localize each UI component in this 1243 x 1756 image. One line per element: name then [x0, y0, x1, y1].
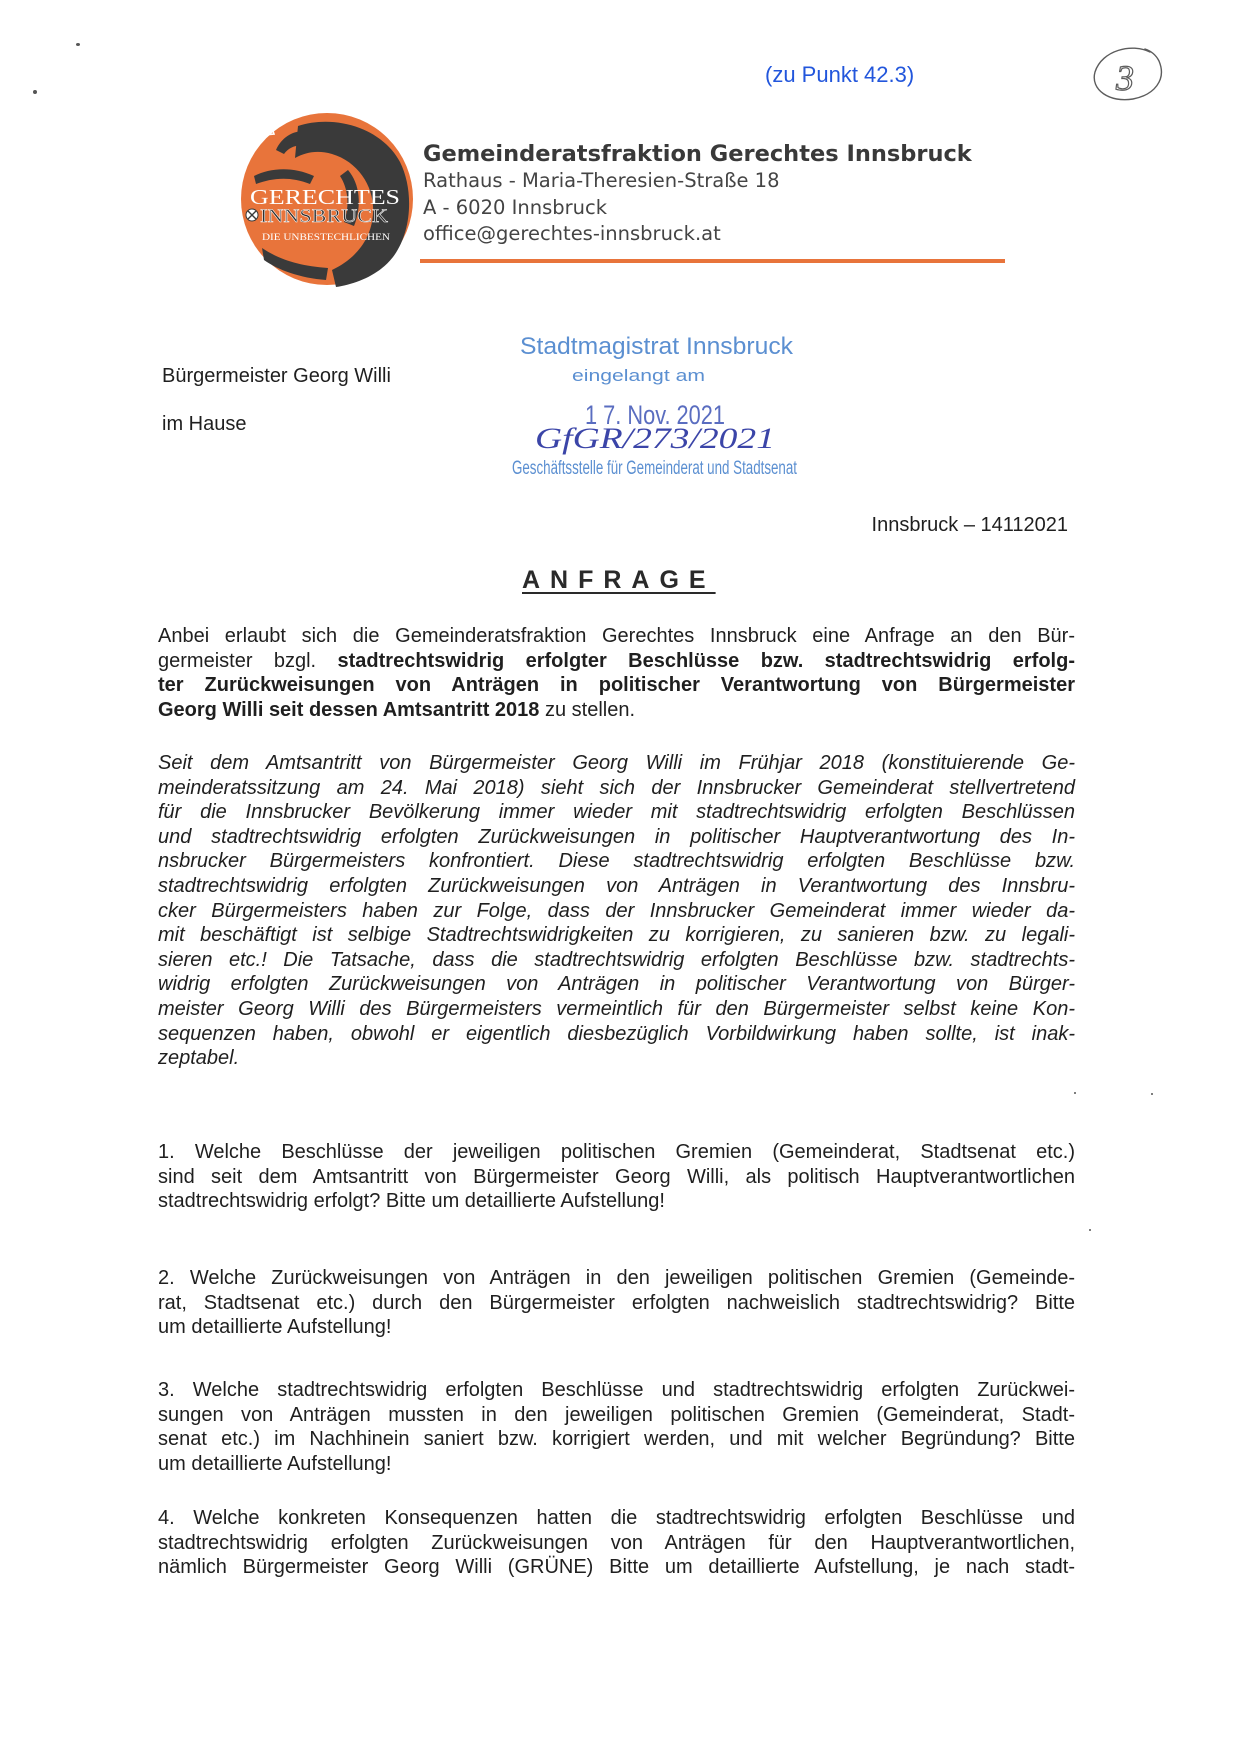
text-line — [158, 948, 1075, 973]
text-line — [158, 1266, 1075, 1291]
stamp-received-label: eingelangt am — [572, 366, 705, 385]
sender-address-block — [423, 141, 972, 248]
scan-speck — [33, 90, 37, 94]
text-line — [158, 1452, 1075, 1477]
stamp-reference-handwritten: GfGR/273/2021 — [535, 422, 775, 455]
text-line-content — [158, 649, 1075, 674]
logo-text-line3: DIE UNBESTECHLICHEN — [262, 232, 391, 242]
handwritten-page-number: 3 — [1116, 58, 1134, 98]
text-line — [158, 673, 1075, 698]
document-title: ANFRAGE — [522, 566, 716, 594]
text-line-content: 3. Welche stadtrechtswidrig erfolgten Beschlüsse und stadtrechtswidrig erfolgten Zurückwei- — [158, 1379, 1075, 1401]
scan-speck — [1074, 1092, 1076, 1094]
sender-address-street: Rathaus - Maria-Theresien-Straße 18 — [423, 168, 780, 192]
text-line — [158, 1165, 1075, 1190]
text-line — [158, 751, 1075, 776]
text-line — [158, 698, 1075, 723]
text-line-content: um detaillierte Aufstellung! — [158, 1316, 392, 1339]
question-1 — [158, 1140, 1075, 1214]
text-segment: zu stellen. — [539, 698, 636, 721]
text-line-content — [158, 698, 635, 723]
text-line-content: Seit dem Amtsantritt von Bürgermeister Georg Willi im Frühjar 2018 (konstituierende Ge- — [158, 752, 1075, 774]
text-line-content: widrig erfolgten Zurückweisungen von Anträgen in politischer Verantwortung von Bürger- — [158, 973, 1075, 996]
text-line — [158, 899, 1075, 924]
text-line — [158, 1506, 1075, 1531]
text-line — [158, 1022, 1075, 1047]
sender-address-city: A - 6020 Innsbruck — [423, 195, 607, 219]
handwritten-page-number-mark — [1088, 40, 1170, 108]
text-line — [158, 1140, 1075, 1165]
text-line-content: sieren etc.! Die Tatsache, dass die stadtrechtswidrig erfolgten Beschlüsse bzw. stadtrechts- — [158, 948, 1075, 971]
text-line — [158, 1403, 1075, 1428]
text-line — [158, 1291, 1075, 1316]
stamp-authority: Stadtmagistrat Innsbruck — [520, 333, 795, 360]
sender-email: office@gerechtes-innsbruck.at — [423, 222, 721, 246]
received-stamp — [500, 325, 820, 487]
scan-speck — [76, 43, 80, 46]
text-line-content: stadtrechtswidrig erfolgt? Bitte um detaillierte Aufstellung! — [158, 1190, 665, 1213]
sender-name: Gemeinderatsfraktion Gerechtes Innsbruck — [423, 141, 972, 167]
text-line-content: für die Innsbrucker Bevölkerung immer wieder mit stadtrechtswidrig erfolgten Beschlüssen — [158, 801, 1075, 824]
text-line — [158, 649, 1075, 674]
text-line — [158, 972, 1075, 997]
statement-paragraph — [158, 751, 1075, 1071]
text-line — [158, 825, 1075, 850]
text-line — [158, 997, 1075, 1022]
text-line — [158, 1315, 1075, 1340]
bold-text-segment: Georg Willi seit dessen Amtsantritt 2018 — [158, 698, 540, 721]
bold-text-segment: ter Zurückweisungen von Anträgen in politischer Verantwortung von Bürgermeister — [158, 674, 1075, 697]
text-line — [158, 1531, 1075, 1556]
bold-text-segment: stadtrechtswidrig erfolgter Beschlüsse bzw. stadtrechtswidrig erfolg- — [337, 649, 1075, 672]
logo-text-line1: GERECHTES — [250, 185, 400, 209]
text-line — [158, 624, 1075, 649]
text-line-content: 4. Welche konkreten Konsequenzen hatten die stadtrechtswidrig erfolgten Beschlüsse und — [158, 1507, 1075, 1529]
scan-speck — [1089, 1229, 1091, 1231]
text-line-content: mit beschäftigt ist selbige Stadtrechtswidrigkeiten zu korrigieren, zu sanieren bzw. zu legali- — [158, 924, 1075, 947]
stamp-office: Geschäftsstelle für Gemeinderat und Stadtsenat — [512, 458, 798, 479]
text-line — [158, 1427, 1075, 1452]
text-line-content: 2. Welche Zurückweisungen von Anträgen in den jeweiligen politischen Gremien (Gemeinde- — [158, 1267, 1075, 1289]
text-line-content: stadtrechtswidrig erfolgten Zurückweisungen von Anträgen in Verantwortung des Innsbru- — [158, 874, 1075, 897]
intro-paragraph — [158, 624, 1075, 722]
innsbruck-coat-of-arms-icon — [246, 209, 258, 221]
text-line-content: meister Georg Willi des Bürgermeisters vermeintlich für den Bürgermeister selbst keine Kon- — [158, 997, 1075, 1020]
text-line-content: und stadtrechtswidrig erfolgten Zurückweisungen in politischer Hauptverantwortung des In- — [158, 825, 1075, 848]
question-4 — [158, 1506, 1075, 1580]
text-line — [158, 800, 1075, 825]
header-divider — [420, 259, 1005, 263]
text-line — [158, 776, 1075, 801]
text-line-content — [158, 624, 1075, 649]
text-line-content: nämlich Bürgermeister Georg Willi (GRÜNE) Bitte um detaillierte Aufstellung, je nach stadt- — [158, 1556, 1075, 1579]
stamp-date: 1 7. Nov. 2021 — [585, 400, 725, 430]
text-segment: germeister bzgl. — [158, 649, 338, 672]
agenda-reference-note: (zu Punkt 42.3) — [765, 62, 915, 87]
recipient-name: Bürgermeister Georg Willi — [162, 365, 391, 387]
logo-crown — [254, 122, 274, 136]
text-line-content: sungen von Anträgen mussten in den jeweiligen politischen Gremien (Gemeinderat, Stadt- — [158, 1403, 1075, 1426]
text-line — [158, 1046, 1075, 1071]
text-line-content: sequenzen haben, obwohl er eigentlich diesbezüglich Vorbildwirkung haben sollte, ist inak- — [158, 1022, 1075, 1045]
text-line-content: rat, Stadtsenat etc.) durch den Bürgermeister erfolgten nachweislich stadtrechtswidrig? Bitte — [158, 1291, 1075, 1314]
text-line — [158, 1555, 1075, 1580]
text-line — [158, 849, 1075, 874]
text-line-content: nsbrucker Bürgermeisters konfrontiert. Diese stadtrechtswidrig erfolgten Beschlüsse bzw. — [158, 850, 1075, 873]
text-line-content: meinderatssitzung am 24. Mai 2018) sieht sich der Innsbrucker Gemeinderat stellvertretend — [158, 776, 1075, 799]
logo-text-line2: INNSBRUCK — [260, 206, 389, 227]
text-line-content: um detaillierte Aufstellung! — [158, 1452, 392, 1475]
text-segment: Anbei erlaubt sich die Gemeinderatsfraktion Gerechtes Innsbruck eine Anfrage an den Bür- — [158, 625, 1075, 647]
text-line — [158, 1378, 1075, 1403]
party-logo — [240, 110, 415, 290]
question-2 — [158, 1266, 1075, 1340]
text-line-content: stadtrechtswidrig erfolgten Zurückweisungen von Anträgen für den Hauptverantwortlichen, — [158, 1531, 1075, 1554]
text-line — [158, 923, 1075, 948]
text-line-content: senat etc.) im Nachhinein saniert bzw. korrigiert werden, und mit welcher Begründung? Bitte — [158, 1428, 1075, 1451]
text-line — [158, 1189, 1075, 1214]
text-line-content: 1. Welche Beschlüsse der jeweiligen politischen Gremien (Gemeinderat, Stadtsenat etc.) — [158, 1141, 1075, 1163]
text-line — [158, 874, 1075, 899]
text-line-content: cker Bürgermeisters haben zur Folge, dass der Innsbrucker Gemeinderat immer wieder da- — [158, 899, 1075, 922]
text-line-content — [158, 673, 1075, 698]
place-date: Innsbruck – 14112021 — [871, 514, 1068, 536]
recipient-location: im Hause — [162, 413, 247, 435]
text-line-content: zeptabel. — [158, 1047, 240, 1070]
text-line-content: sind seit dem Amtsantritt von Bürgermeister Georg Willi, als politisch Hauptverantwortlichen — [158, 1165, 1075, 1188]
scan-speck — [1151, 1093, 1153, 1095]
question-3 — [158, 1378, 1075, 1476]
